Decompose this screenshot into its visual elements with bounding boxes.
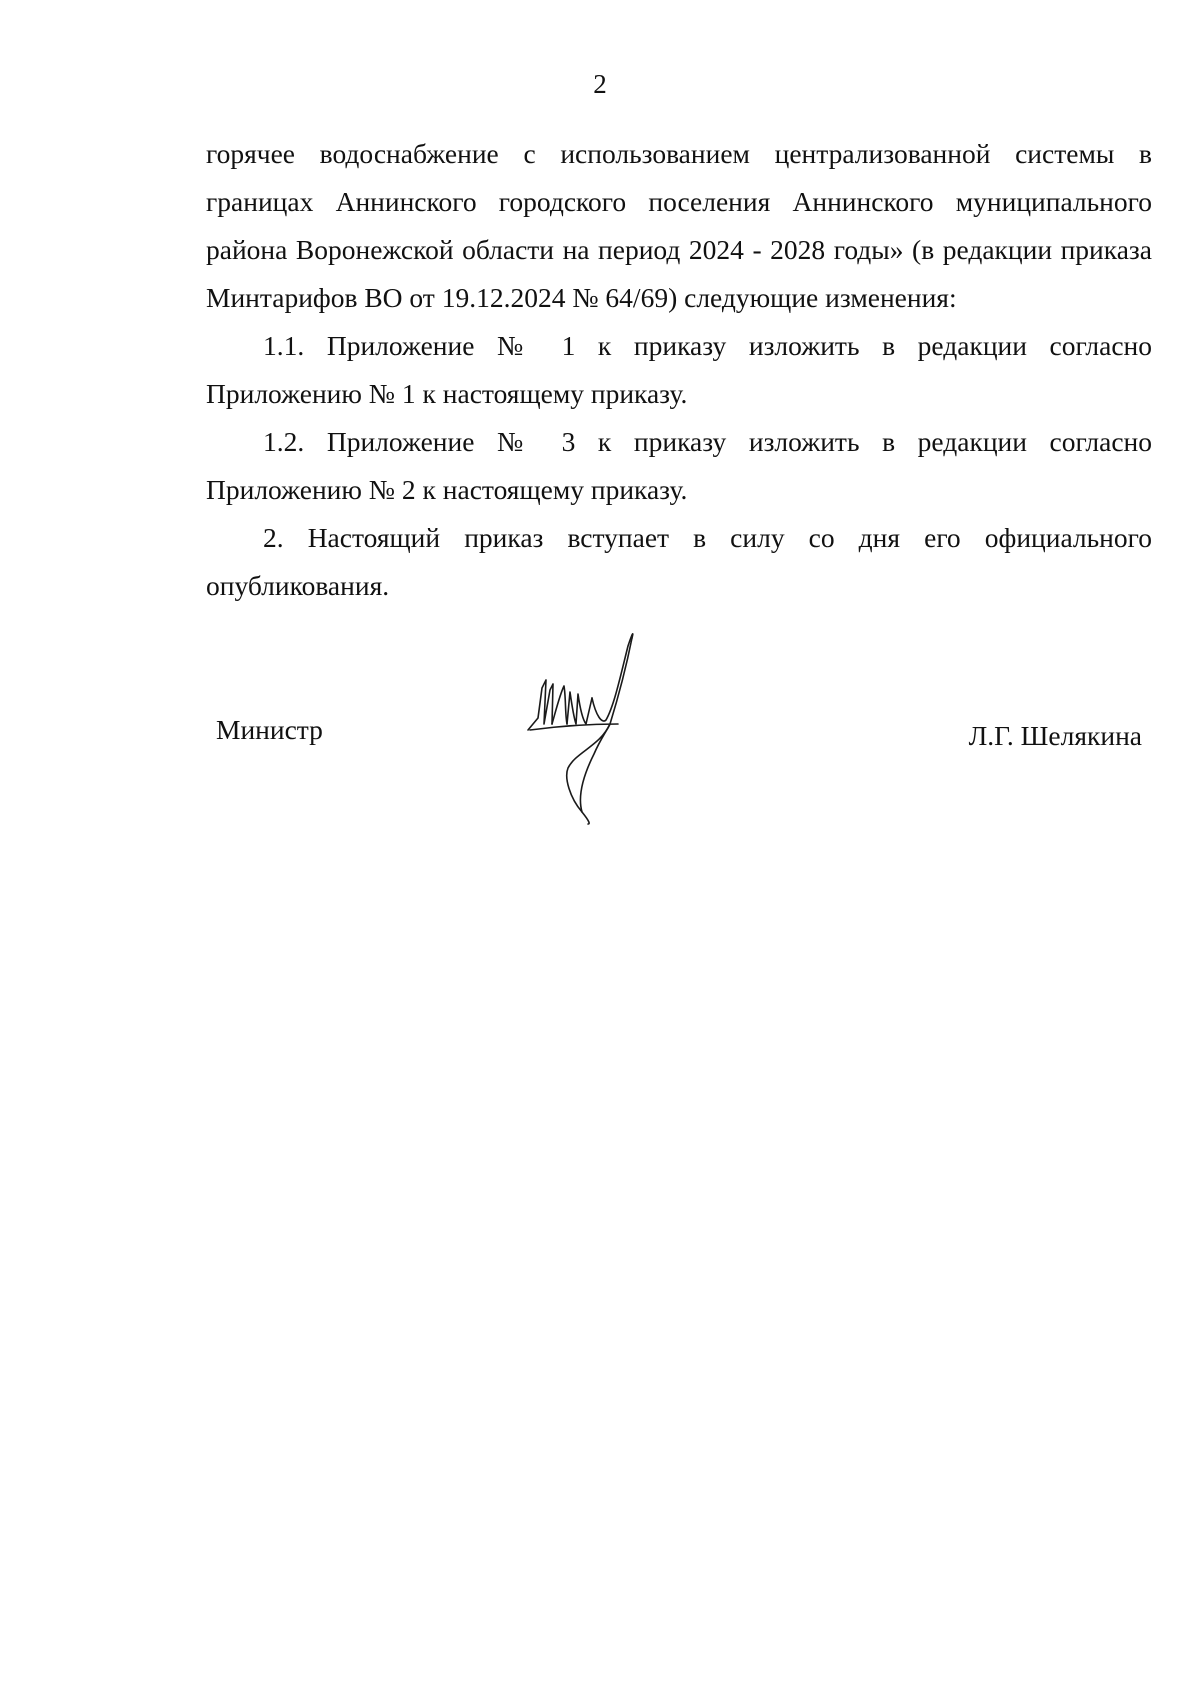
page-number: 2 — [593, 69, 607, 99]
document-body — [206, 130, 1152, 610]
signer-title: Министр — [216, 714, 323, 745]
paragraph-continuation: горячее водоснабжение с использованием централизованной системы в границах Аннинского городского поселения Аннинского муниципального района Воронежской области на период 2024 - 2028 годы» (в редакции приказа Минтарифов ВО от 19.12.2024 № 64/69) следующие изменения: — [206, 138, 1152, 313]
paragraph-item-1-1: 1.1. Приложение № 1 к приказу изложить в редакции согласно Приложению № 1 к настоящему приказу. — [206, 330, 1152, 409]
paragraph-item-1-2: 1.2. Приложение № 3 к приказу изложить в редакции согласно Приложению № 2 к настоящему приказу. — [206, 426, 1152, 505]
handwritten-signature-icon — [520, 628, 670, 828]
paragraph-item-2: 2. Настоящий приказ вступает в силу со дня его официального опубликования. — [206, 522, 1152, 601]
signer-name: Л.Г. Шелякина — [968, 720, 1142, 751]
